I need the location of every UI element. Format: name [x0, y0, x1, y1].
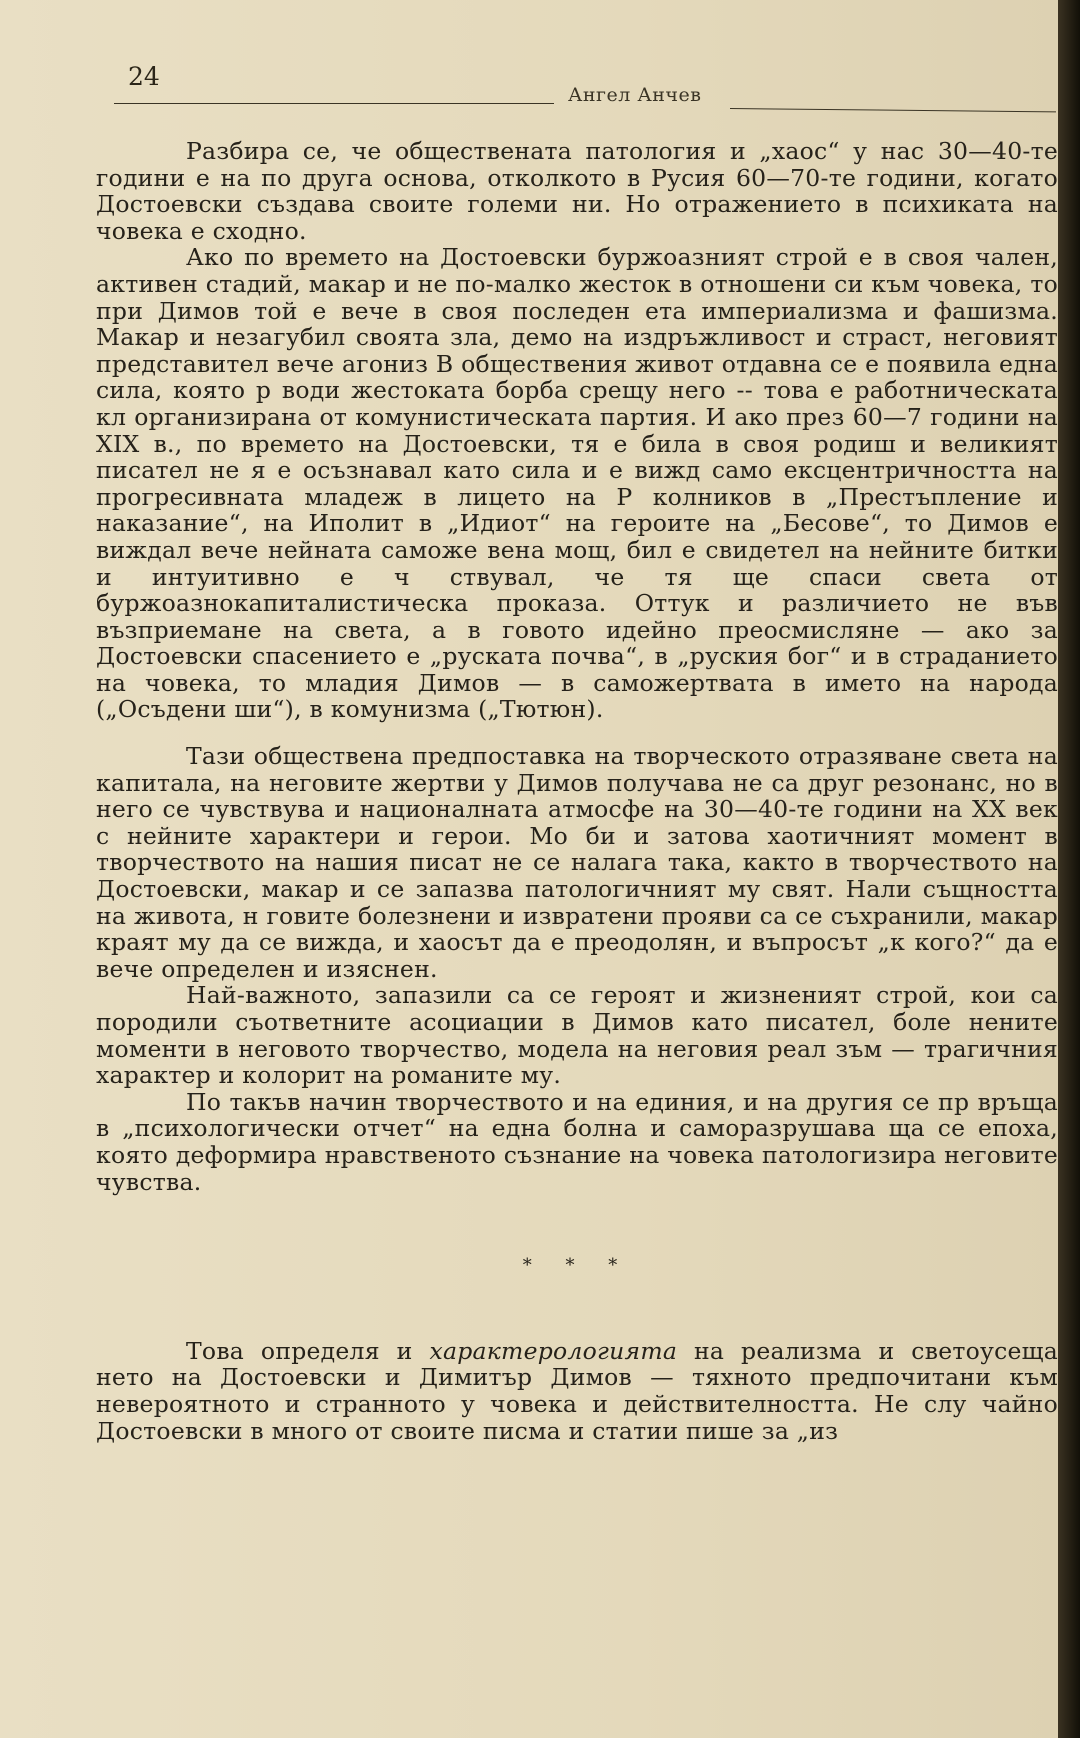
paragraph-5: По такъв начин творчеството и на единия, и на другия се пр връща в „психологически отчет“ на една болна и саморазрушава ща се епоха, която деформира нравственото съзнание на човека патологизира неговите чувства.: [96, 1087, 1058, 1196]
running-head: Ангел Анчев: [568, 84, 702, 106]
paragraph-6-start: Това определя и: [186, 1336, 430, 1365]
body-text: [96, 138, 1058, 1444]
paragraph-6-italic-term: характерологията: [429, 1336, 678, 1365]
section-separator: * * *: [522, 1255, 632, 1277]
paragraph-2: Ако по времето на Достоевски буржоазният строй е в своя чален, активен стадий, макар и не по-малко жесток в отношени си към човека, то при Димов той е вече в своя последен ета империализма и фашизма. Макар и незагубил своята зла, демо на издръжливост и страст, неговият представител вече агониз В обществения живот отдавна се е появила една сила, която р води жестоката борба срещу него -- това е работническата кл организирана от комунистическата партия. И ако през 60—7 години на XIX в., по времето на Достоевски, тя е била в своя родиш и великият писател не я е осъзнавал като сила и е вижд само ексцентричността на прогресивната младеж в лицето на Р колников в „Престъпление и наказание“, на Иполит в „Идиот“ на героите на „Бесове“, то Димов е виждал вече нейната саможе вена мощ, бил е свидетел на нейните битки и интуитивно е ч ствувал, че тя ще спаси света от буржоазнокапиталистическа проказа. Оттук и различието не във възприемане на света, а в говото идейно преосмисляне — ако за Достоевски спасението е „руската почва“, в „руския бог“ и в страданието на човека, то младия Димов — в саможертвата в името на народа („Осъдени ши“), в комунизма („Тютюн).: [96, 243, 1058, 724]
header-rule-right: [730, 108, 1056, 112]
paragraph-4: Най-важното, запазили са се героят и жизненият строй, кои са породили съответните асоциации в Димов като писател, боле нените моменти в неговото творчество, модела на неговия реал зъм — трагичния характер и колорит на романите му.: [96, 981, 1058, 1090]
paragraph-6: [96, 1338, 1058, 1444]
paragraph-6-rest: на реализма и светоусеща нето на Достоевски и Димитър Димов — тяхното предпочитани към невероятното и странното у човека и действителността. Не слу чайно Достоевски в много от своите писма и статии пише за „из: [96, 1336, 1058, 1445]
header-rule-left: [114, 103, 554, 104]
page-number: 24: [128, 62, 160, 91]
binding-edge: [1058, 0, 1080, 1738]
paragraph-1: Разбира се, че обществената патология и „хаос“ у нас 30—40-те години е на по друга основа, отколкото в Русия 60—70-те години, когато Достоевски създава своите големи ни. Но отражението в психиката на човека е сходно.: [96, 137, 1058, 245]
paragraph-3: Тази обществена предпоставка на творческото отразяване света на капитала, на неговите жертви у Димов получава не са друг резонанс, но в него се чувствува и националната атмосфе на 30—40-те години на XX век с нейните характери и герои. Мо би и затова хаотичният момент в творчеството на нашия писат не се налага така, както в творчеството на Достоевски, макар и се запазва патологичният му свят. Нали същността на живота, н говите болезнени и извратени прояви са се съхранили, макар краят му да се вижда, и хаосът да е преодолян, и въпросът „к кого?“ да е вече определен и изяснен.: [96, 742, 1058, 983]
